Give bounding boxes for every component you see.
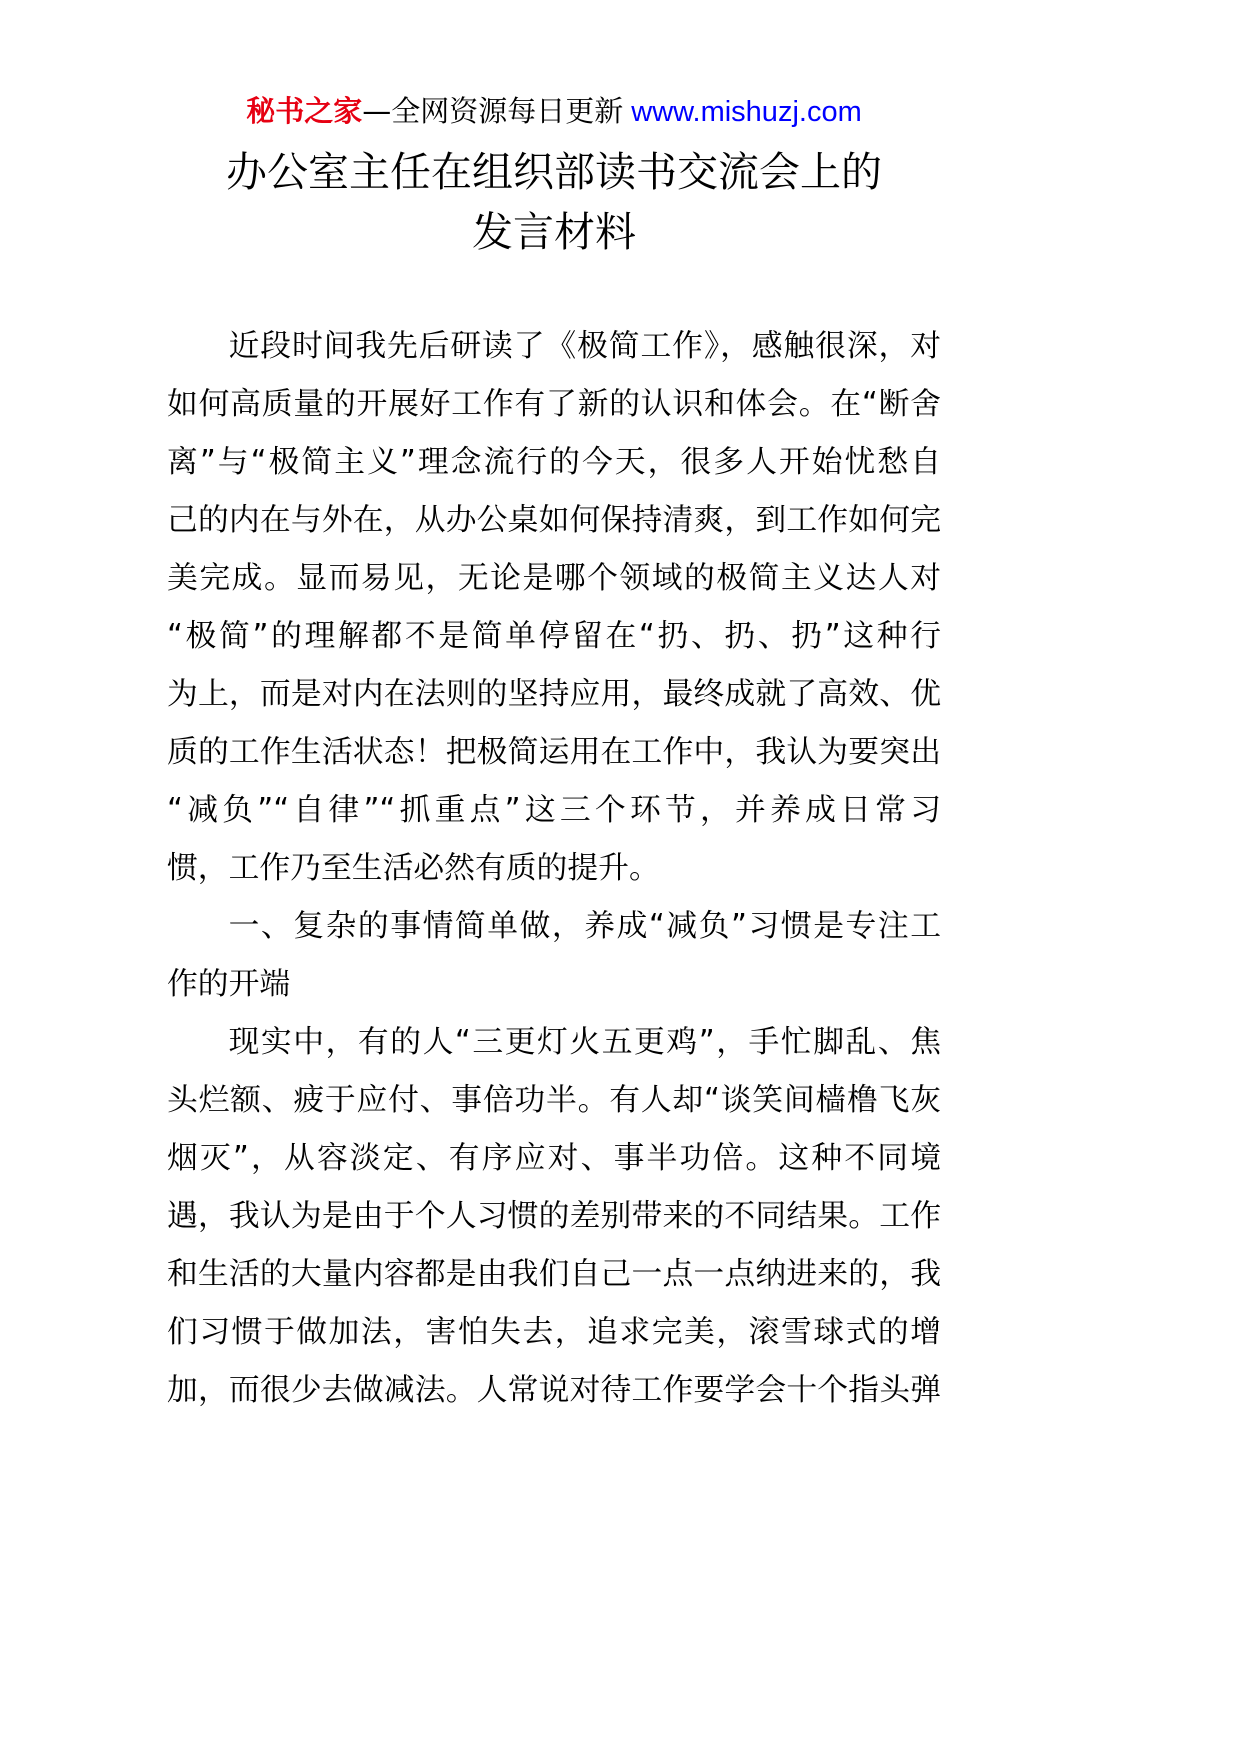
text-line: 头烂额、疲于应付、事倍功半。有人却“谈笑间樯橹飞灰 xyxy=(167,1082,941,1118)
text-line: 离”与“极简主义”理念流行的今天，很多人开始忧愁自 xyxy=(167,444,941,480)
text-line: 惯，工作乃至生活必然有质的提升。 xyxy=(167,850,660,886)
text-line: “极简”的理解都不是简单停留在“扔、扔、扔”这种行 xyxy=(167,618,941,654)
text-line: 质的工作生活状态！把极简运用在工作中，我认为要突出 xyxy=(167,734,941,770)
text-line: 和生活的大量内容都是由我们自己一点一点纳进来的，我 xyxy=(167,1256,941,1292)
text-line: 为上，而是对内在法则的坚持应用，最终成就了高效、优 xyxy=(167,676,941,712)
title-line: 办公室主任在组织部读书交流会上的 xyxy=(226,148,882,196)
paragraph-section-1 xyxy=(167,1013,941,1419)
site-url: www.mishuzj.com xyxy=(631,96,862,128)
paragraph-intro xyxy=(167,317,941,897)
text-line: 美完成。显而易见，无论是哪个领域的极简主义达人对 xyxy=(167,560,941,596)
text-line: 烟灭”，从容淡定、有序应对、事半功倍。这种不同境 xyxy=(167,1140,941,1176)
site-tagline: —全网资源每日更新 xyxy=(362,94,624,128)
text-line: 加，而很少去做减法。人常说对待工作要学会十个指头弹 xyxy=(167,1372,941,1408)
text-line: 遇，我认为是由于个人习惯的差别带来的不同结果。工作 xyxy=(167,1198,941,1234)
text-line: “减负”“自律”“抓重点”这三个环节，并养成日常习 xyxy=(167,792,941,828)
section-heading xyxy=(167,897,941,1013)
title-line: 发言材料 xyxy=(472,208,636,256)
heading-line: 作的开端 xyxy=(167,966,291,1002)
text-line: 近段时间我先后研读了《极简工作》，感触很深，对 xyxy=(228,328,941,364)
heading-line: 一、复杂的事情简单做，养成“减负”习惯是专注工 xyxy=(228,908,941,944)
brand-name: 秘书之家 xyxy=(246,94,363,128)
document-body xyxy=(167,317,941,1419)
document-title xyxy=(167,142,941,262)
text-line: 己的内在与外在，从办公桌如何保持清爽，到工作如何完 xyxy=(167,502,941,538)
text-line: 现实中，有的人“三更灯火五更鸡”，手忙脚乱、焦 xyxy=(228,1024,941,1060)
text-line: 如何高质量的开展好工作有了新的认识和体会。在“断舍 xyxy=(167,386,941,422)
text-line: 们习惯于做加法，害怕失去，追求完美，滚雪球式的增 xyxy=(167,1314,941,1350)
site-header xyxy=(167,91,941,131)
